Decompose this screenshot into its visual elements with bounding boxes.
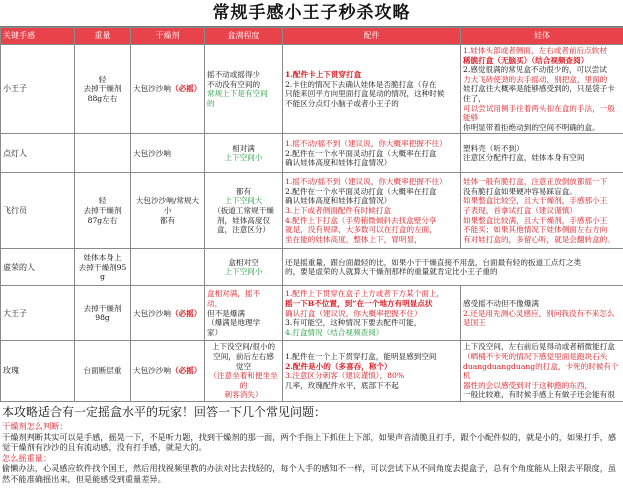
page-title: 常规手感小王子秒杀攻略 <box>0 0 623 27</box>
desiccant-line: 大包沙沙响 <box>133 366 171 376</box>
doll-line: 不能买；如果其他情况下娃体侧面左右方向 <box>463 225 608 235</box>
weight-line: 87g左右 <box>87 215 118 225</box>
doll-cell <box>461 45 623 134</box>
doll-line: 注意区分配件打盒，娃体本身有空间 <box>463 153 585 163</box>
accessory-line: 不能区分点灯小脑子或者小王子的 <box>285 98 399 108</box>
table-row <box>1 341 623 402</box>
accessory-line: 3.注意区分刺客（建议谨慎），80% <box>285 371 405 381</box>
table-header-row <box>1 28 623 45</box>
box-line: 盒相对空 <box>228 257 259 267</box>
doll-cell <box>461 134 623 173</box>
weight-line: 轻 <box>98 196 107 206</box>
doll-line: 如果整盒比较满，且大干燥剂，手感那小王 <box>463 215 608 225</box>
desiccant-line: 大包沙沙响/常规大小 <box>135 196 200 216</box>
box-cell <box>205 134 283 173</box>
desiccant-cell <box>131 45 205 134</box>
doll-line: 感受摇不动但不像爆满 <box>463 298 539 308</box>
accessory-cell <box>283 134 461 173</box>
desiccant-cell <box>131 134 205 173</box>
desiccant-note: （必摇） <box>170 308 202 318</box>
weight-line: 轻 <box>98 74 107 84</box>
weight-line: 去掉干燥剂 <box>83 84 122 94</box>
accessory-line: 4.打盒情况（结合视频查阅） <box>285 327 384 337</box>
header-key-feel: 关键手感 <box>1 28 75 45</box>
accessory-line: 就是，没有规律，大多数可以在打盒的左面， <box>285 225 437 235</box>
weight-line: 娃体本身上 <box>83 252 122 262</box>
row-name: 点灯人 <box>1 134 75 173</box>
doll-line: 2.还是用先测心灵感应，别问我没有不来怎么是国王 <box>463 308 615 328</box>
box-line: 上下没空间/很小的 <box>211 342 276 352</box>
accessory-line: 1.配件上下贯穿在盒子上方或者下方某个面上， <box>285 289 445 299</box>
accessory-line: 1.配件在一个上下贯穿打盒，能明显感到空间 <box>285 351 437 361</box>
weight-line: 台面断层重 <box>83 366 122 376</box>
row-name: 小王子 <box>1 45 75 134</box>
doll-cell <box>461 286 623 341</box>
doll-line: duangduangduang的打盒，卡死的时候有个机 <box>463 361 619 381</box>
doll-line: 娃打盒往大概率是能够感受到的，只是袋子卡住了， <box>463 84 615 103</box>
doll-line: 没有脆打盒如果硬冲容易踩盲盒。 <box>463 186 577 196</box>
box-cell <box>205 173 283 249</box>
accessory-line: 确认娃体高度和娃体打盒情况） <box>285 196 392 206</box>
accessory-line: 2.配件在一个水平面灵动打盒（大概率在打盒 <box>285 148 437 158</box>
table-row <box>1 134 623 173</box>
accessory-line: 1.摇不动/摇不到（建议说，你大概率把握不住） <box>285 138 447 148</box>
doll-line: 器性的会以感受到对于这种跑的东西， <box>463 380 593 390</box>
weight-cell <box>75 134 131 173</box>
desiccant-cell <box>131 341 205 402</box>
table-row <box>1 249 623 286</box>
box-line: （扳道工常规干燥 <box>213 206 274 216</box>
accessory-line: 几率，玫瑰配件水平，底部下不起 <box>285 380 399 390</box>
doll-line: 稀脆打盒（无脑买）（结合视频查阅） <box>463 55 589 65</box>
accessory-line: 2.配件在一个水平面灵动打盒（大概率在打盒 <box>285 186 437 196</box>
header-weight: 重量 <box>75 28 131 45</box>
accessory-line: 3.上下或者侧面配件有时候打盒 <box>285 206 391 216</box>
box-line: 相对满 <box>232 143 255 153</box>
header-desiccant: 干燥剂 <box>131 28 205 45</box>
doll-line: 上下没空间，左右前后晃得动或者稍微能打盒 <box>463 342 615 352</box>
box-line: 但不是爆满 <box>207 308 245 318</box>
accessory-cell <box>283 341 461 402</box>
header-doll-body: 娃体 <box>461 28 623 45</box>
weight-line: 去掉干燥剂 <box>83 303 122 313</box>
box-line: 上下空间小 <box>224 267 263 277</box>
desiccant-cell <box>131 249 205 286</box>
accessory-line: 摇一下B不位置，到“在一个地方有明显点状 <box>285 298 433 308</box>
doll-cell <box>461 173 623 249</box>
desiccant-line: 大包沙沙响 <box>133 308 171 318</box>
doll-line: 2.感觉很满的常见盒不动很少的，可以尝试 <box>463 65 607 75</box>
accessory-line: 1.配件卡上下贯穿打盒 <box>285 69 362 79</box>
doll-line: 娃体一般有脆打盒，注意正放倒放都摇一下 <box>463 177 608 187</box>
accessory-line: 2.卡住的情况下去确认娃体是否脆打盒（存在 <box>285 79 437 89</box>
accessory-line: 4.配件上下打盒（手势稍微倾斜去找盒壁分享 <box>285 215 437 225</box>
doll-cell <box>461 341 623 402</box>
accessory-cell <box>283 249 623 286</box>
box-line: 上下空间小 <box>224 153 263 163</box>
box-cell <box>205 341 283 402</box>
box-line: 摇不动或摇得少 <box>207 69 261 79</box>
box-line: 觉空 <box>235 361 252 371</box>
box-line: 上下空间大 <box>224 196 263 206</box>
accessory-line: 确认打盒（建议说，你大概率把握不住） <box>285 308 422 318</box>
weight-cell <box>75 173 131 249</box>
doll-line: 子表现，首拿试打盒（建议谨慎） <box>463 206 577 216</box>
weight-cell <box>75 249 131 286</box>
accessory-line: 3.有可能空，这种情况下要去配件可能， <box>285 318 422 328</box>
box-line: 常规上下是有空间 <box>207 89 268 99</box>
faq-question: 干燥剂怎么判断： <box>2 421 68 431</box>
box-cell <box>205 249 283 286</box>
desiccant-note: （必摇） <box>170 366 202 376</box>
doll-line: 塑料壳（听不到） <box>463 143 524 153</box>
box-line: 盒，注意区分） <box>216 225 271 235</box>
accessory-cell <box>283 173 461 249</box>
table-row <box>1 286 623 341</box>
box-line: 空间，前后左右感 <box>213 351 274 361</box>
accessory-line: 还是摇重量，跟台面最轻的比，如果小于干燥直接不用盘，台面最有轻的扳道工点灯之类 <box>285 257 582 267</box>
desiccant-line: 大包沙沙响 <box>133 84 171 94</box>
table-row <box>1 45 623 134</box>
doll-line: 如果整盒比较空，且大干燥剂，手感那小王 <box>463 196 608 206</box>
box-line: 剂，娃体高度仅 <box>216 215 271 225</box>
weight-cell <box>75 45 131 134</box>
header-accessory: 配件 <box>283 28 461 45</box>
weight-line: 去掉干燥剂95g <box>78 262 127 282</box>
box-line: （注意坐着和便坐坐的 <box>209 371 278 390</box>
accessory-line: 1.摇不动/摇不到（建议说，你大概率把握不住） <box>285 177 447 187</box>
accessory-line: 坐在能的娃体高度，整体上下，胃明显， <box>285 234 422 244</box>
row-name: 飞行员 <box>1 173 75 249</box>
table-row <box>1 173 623 249</box>
weight-cell <box>75 286 131 341</box>
doll-line: 一般比较难，有时候手感上有做子还会能有很 <box>463 390 615 400</box>
box-line: 盒相对满，摇不 <box>207 289 261 299</box>
doll-line: 可以尝试用侧手往着两头扣在盒的手法，一般能够 <box>463 103 615 123</box>
desiccant-cell <box>131 173 205 249</box>
accessory-line: 确认娃体高度和娃体打盒情况） <box>285 158 392 168</box>
row-name: 大王子 <box>1 286 75 341</box>
header-box-fullness: 盒满程度 <box>205 28 283 45</box>
doll-line: 力大飞砖使劲的去手摇动，别把盒，里面的 <box>463 74 608 84</box>
doll-line: 有对娃打盒的，多留心听，就是会翻转盒的。 <box>463 234 615 244</box>
box-line: 动， <box>207 298 223 308</box>
doll-line: （晒桶不卡死的情况下感觉里面是跑块石头 <box>463 351 608 361</box>
weight-line: 98g <box>95 313 110 323</box>
doll-line: 1.娃体头部或者侧面，左右或者前后点软材 <box>463 46 607 55</box>
guide-table <box>0 27 623 402</box>
desiccant-cell <box>131 286 205 341</box>
weight-cell <box>75 341 131 402</box>
desiccant-note: （必摇） <box>170 84 202 94</box>
accessory-cell <box>283 45 461 134</box>
desiccant-line: 都有 <box>159 215 176 225</box>
box-line: 刺客消失） <box>224 390 263 400</box>
accessory-line: 只能来回平方向里面打盒晃动的情况，这种时候 <box>285 89 445 99</box>
box-line: 都有 <box>235 186 252 196</box>
box-line: 不动没有空间的 <box>207 79 261 89</box>
accessory-cell <box>283 286 461 341</box>
weight-line: 88g左右 <box>87 93 118 103</box>
row-name: 玫瑰 <box>1 341 75 402</box>
faq-lead: 本攻略适合有一定摇盒水平的玩家！回答一下几个常见问题： <box>2 405 327 419</box>
accessory-line: 的，要是虚荣的人就算大干燥剂那样的重量就肯定比小王子重的 <box>285 267 498 277</box>
row-name: 虚荣的人 <box>1 249 75 286</box>
faq-section <box>0 403 623 484</box>
faq-answer: 干燥剂判断其实可以是手感，摇晃一下，不是听力题，找到干燥剂的那一面，两个手指上下抓住上下部，如果声音清脆且打手，跟个小配件似的，就是小的，如果打手，感觉干燥剂有沙沙的且有流动感，没有打手感，就是大的。 <box>2 431 617 452</box>
faq-answer: 偷懒办法，心灵感应软件找个国王，然后用找视频里教的办法对比去找轻的，每个人手的感知不一样，可以尝试下从不同角度去提盒子，总有个角度能从上限去平限度，虽然不能准确摇出来，但是能感受到重量差异。 <box>2 463 617 484</box>
box-line: 的 <box>207 98 215 108</box>
box-line: 家） <box>207 327 223 337</box>
accessory-line: 2.配件是小的（多喜吞，称个） <box>285 361 392 371</box>
box-cell <box>205 45 283 134</box>
weight-line: 去掉干燥剂 <box>83 206 122 216</box>
faq-question: 怎么摇重量： <box>2 452 52 463</box>
box-cell <box>205 286 283 341</box>
box-line: （爆满是地理学 <box>207 318 261 328</box>
desiccant-line: 大包沙沙响 <box>133 148 171 158</box>
doll-line: 你明显带着拒绝动到的空间不明确的盒。 <box>463 122 600 132</box>
